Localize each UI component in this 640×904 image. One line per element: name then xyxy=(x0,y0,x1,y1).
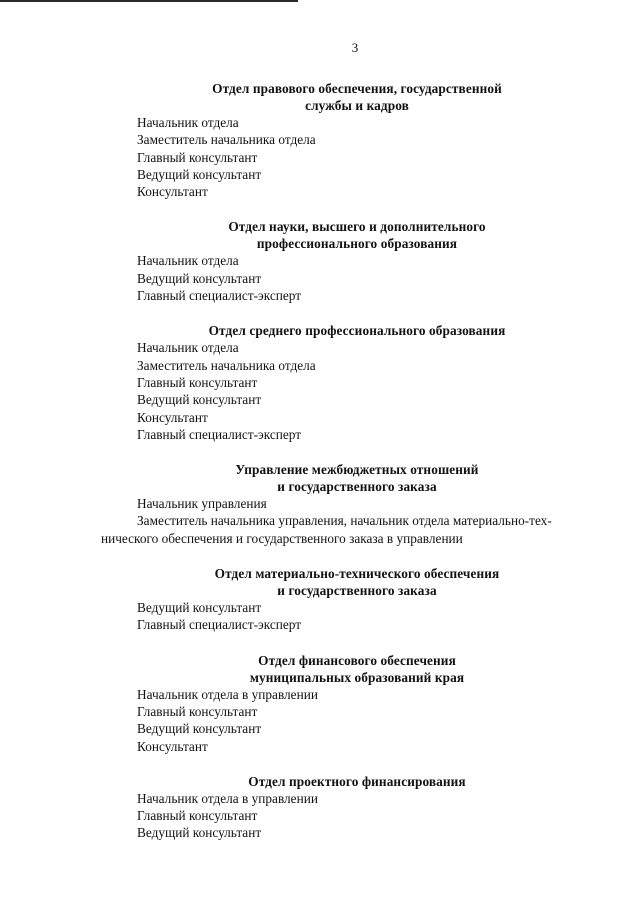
section-legal-staffing xyxy=(137,80,607,200)
section-title xyxy=(137,322,577,339)
position-item: Ведущий консультант xyxy=(137,166,262,182)
position-item: Ведущий консультант xyxy=(137,392,262,408)
section-project-finance xyxy=(137,773,607,842)
position-item: Главный специалист-эксперт xyxy=(137,288,302,304)
section-title-line: и государственного заказа xyxy=(277,583,437,599)
section-interbudget-procurement xyxy=(101,461,607,547)
section-title-line: службы и кадров xyxy=(305,98,409,113)
position-item: Главный специалист-эксперт xyxy=(137,426,302,442)
position-item: Начальник управления xyxy=(137,496,267,512)
section-title-line: Отдел финансового обеспечения xyxy=(258,652,456,668)
position-item: Главный консультант xyxy=(137,374,258,390)
position-item: Начальник отдела xyxy=(137,253,239,269)
position-item: Ведущий консультант xyxy=(137,825,262,841)
section-secondary-vocational xyxy=(137,322,607,443)
position-item: Ведущий консультант xyxy=(137,721,262,737)
section-title-line: муниципальных образований края xyxy=(249,669,465,685)
position-item: Начальник отдела в управлении xyxy=(137,790,318,806)
section-title-line: Отдел среднего профессионального образования xyxy=(208,323,506,339)
section-title-line: Управление межбюджетных отношений xyxy=(235,462,479,478)
section-title xyxy=(137,565,577,599)
position-item: Начальник отдела xyxy=(137,115,239,130)
section-material-technical xyxy=(137,565,607,634)
position-item: Ведущий консультант xyxy=(137,600,262,616)
section-title xyxy=(137,773,577,790)
section-title xyxy=(137,218,577,252)
section-title-line: Отдел материально-технического обеспечения xyxy=(214,566,500,582)
position-item: Главный консультант xyxy=(137,149,258,165)
section-title-line: профессионального образования xyxy=(256,236,458,252)
position-item: Заместитель начальника отдела xyxy=(137,357,316,373)
position-item: Консультант xyxy=(137,184,208,200)
section-title-line: Отдел проектного финансирования xyxy=(248,773,466,789)
document-body xyxy=(101,80,607,860)
position-item: Начальник отдела в управлении xyxy=(137,686,318,702)
position-item: Заместитель начальника отдела xyxy=(137,132,316,148)
position-item: Главный специалист-эксперт xyxy=(137,617,302,633)
position-item: Начальник отдела xyxy=(137,340,239,356)
top-rule xyxy=(0,0,298,2)
position-item-long: Заместитель начальника управления, начальник отдела материально-тех- xyxy=(137,513,552,529)
section-title xyxy=(137,652,577,686)
section-title-line: Отдел правового обеспечения, государственной xyxy=(212,81,502,96)
position-item: Консультант xyxy=(137,409,208,425)
section-science-higher-education xyxy=(137,218,607,304)
position-item: Главный консультант xyxy=(137,703,258,719)
section-title xyxy=(137,461,577,495)
page-number: 3 xyxy=(351,40,359,55)
position-item-long-continuation: нического обеспечения и государственного заказа в управлении xyxy=(101,530,463,546)
section-title-line: и государственного заказа xyxy=(277,479,437,495)
section-title xyxy=(137,80,577,114)
position-item: Главный консультант xyxy=(137,808,258,824)
section-municipal-finance xyxy=(137,652,607,755)
position-item: Ведущий консультант xyxy=(137,270,262,286)
section-title-line: Отдел науки, высшего и дополнительного xyxy=(228,219,486,235)
position-item: Консультант xyxy=(137,738,208,754)
